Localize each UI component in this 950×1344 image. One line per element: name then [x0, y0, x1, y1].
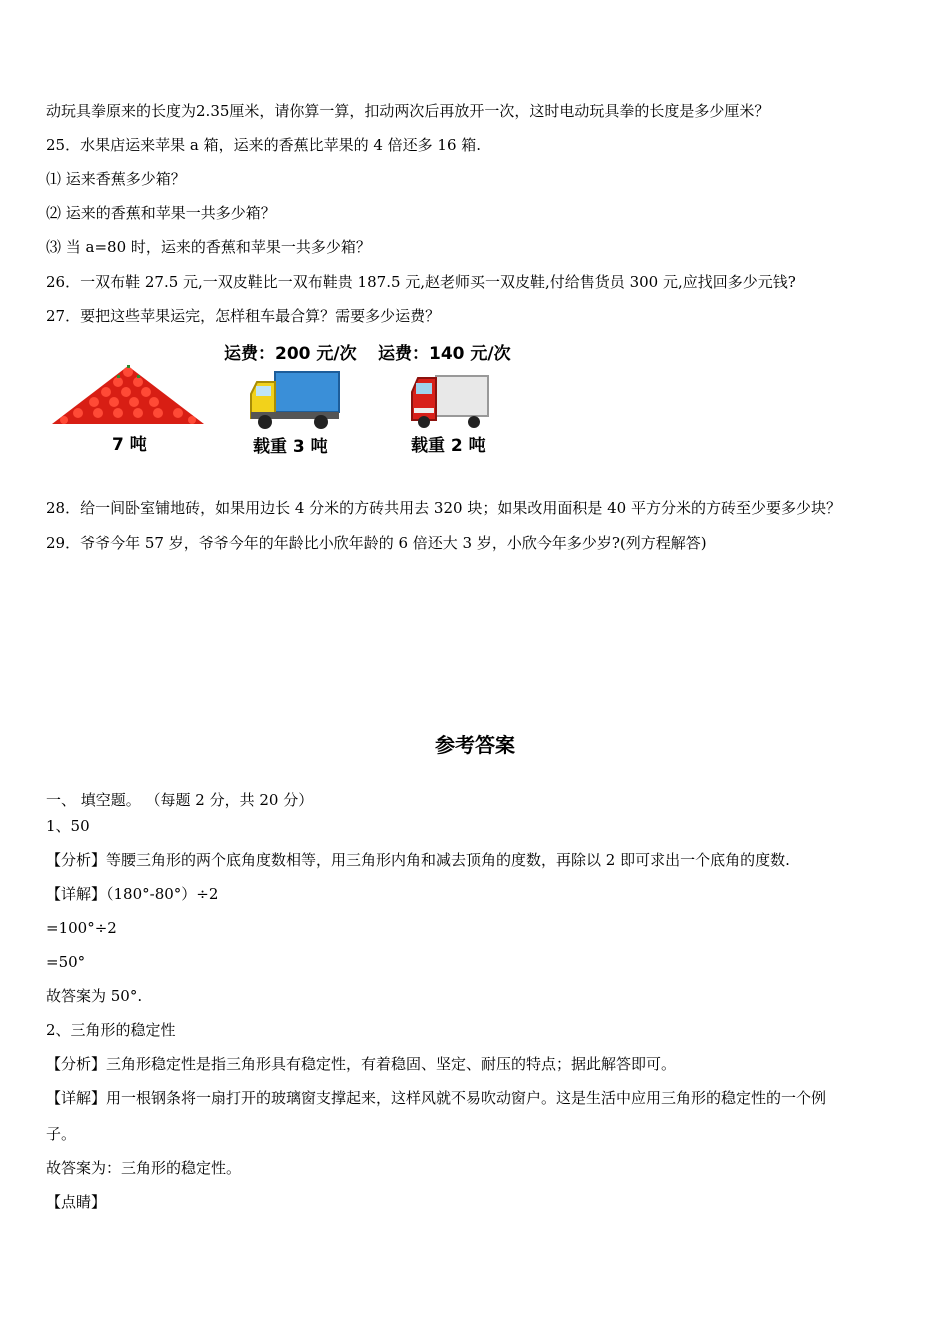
question-27: 27．要把这些苹果运完，怎样租车最合算？需要多少运费？ — [46, 307, 441, 325]
answer-1-detail: 【详解】（180°-80°）÷2 — [46, 885, 219, 903]
red-truck-icon — [410, 374, 490, 430]
question-25-part-3: ⑶ 当 a=80 时，运来的香蕉和苹果一共多少箱？ — [46, 238, 371, 256]
fee-label-a: 运费：200 元/次 — [224, 344, 357, 364]
truck-figure — [46, 334, 526, 464]
answer-2-conclusion: 故答案为：三角形的稳定性。 — [46, 1159, 242, 1177]
answer-2-analysis: 【分析】三角形稳定性是指三角形具有稳定性，有着稳固、坚定、耐压的特点；据此解答即可。 — [46, 1055, 677, 1073]
answer-2-detail: 【详解】用一根钢条将一扇打开的玻璃窗支撑起来，这样风就不易吹动窗户。这是生活中应用三角形的稳定性的一个例 — [46, 1089, 827, 1107]
section-heading: 一、 填空题。 （每题 2 分，共 20 分） — [46, 791, 314, 809]
text-line: 动玩具拳原来的长度为2.35厘米，请你算一算，扣动两次后再放开一次，这时电动玩具拳的长度是多少厘米？ — [46, 102, 770, 120]
question-28: 28．给一间卧室铺地砖，如果用边长 4 分米的方砖共用去 320 块；如果改用面积是 40 平方分米的方砖至少要多少块？ — [46, 499, 841, 517]
answer-title: 参考答案 — [435, 733, 515, 757]
apples-weight-label: 7 吨 — [112, 435, 147, 455]
answer-1-conclusion: 故答案为 50°. — [46, 987, 143, 1005]
blue-truck-icon — [249, 370, 341, 432]
answer-1: 1、50 — [46, 817, 90, 835]
answer-1-step: =50° — [46, 953, 86, 971]
truck-b-capacity-label: 载重 2 吨 — [411, 436, 486, 456]
question-25-part-1: ⑴ 运来香蕉多少箱？ — [46, 170, 186, 188]
question-25: 25．水果店运来苹果 a 箱，运来的香蕉比苹果的 4 倍还多 16 箱. — [46, 136, 482, 154]
truck-a-capacity-label: 载重 3 吨 — [253, 437, 328, 457]
apple-pile-icon — [48, 362, 208, 428]
answer-1-analysis: 【分析】等腰三角形的两个底角度数相等，用三角形内角和减去顶角的度数，再除以 2 即可求出一个底角的度数. — [46, 851, 790, 869]
answer-2-detail-continued: 子。 — [46, 1125, 77, 1143]
fee-label-b: 运费：140 元/次 — [378, 344, 511, 364]
answer-2-comment: 【点睛】 — [46, 1193, 107, 1211]
question-26: 26．一双布鞋 27.5 元,一双皮鞋比一双布鞋贵 187.5 元,赵老师买一双皮鞋,付给售货员 300 元,应找回多少元钱? — [46, 273, 796, 291]
answer-2: 2、三角形的稳定性 — [46, 1021, 176, 1039]
question-29: 29．爷爷今年 57 岁，爷爷今年的年龄比小欣年龄的 6 倍还大 3 岁，小欣今年多少岁?(列方程解答) — [46, 534, 707, 552]
answer-1-step: =100°÷2 — [46, 919, 117, 937]
question-25-part-2: ⑵ 运来的香蕉和苹果一共多少箱？ — [46, 204, 276, 222]
